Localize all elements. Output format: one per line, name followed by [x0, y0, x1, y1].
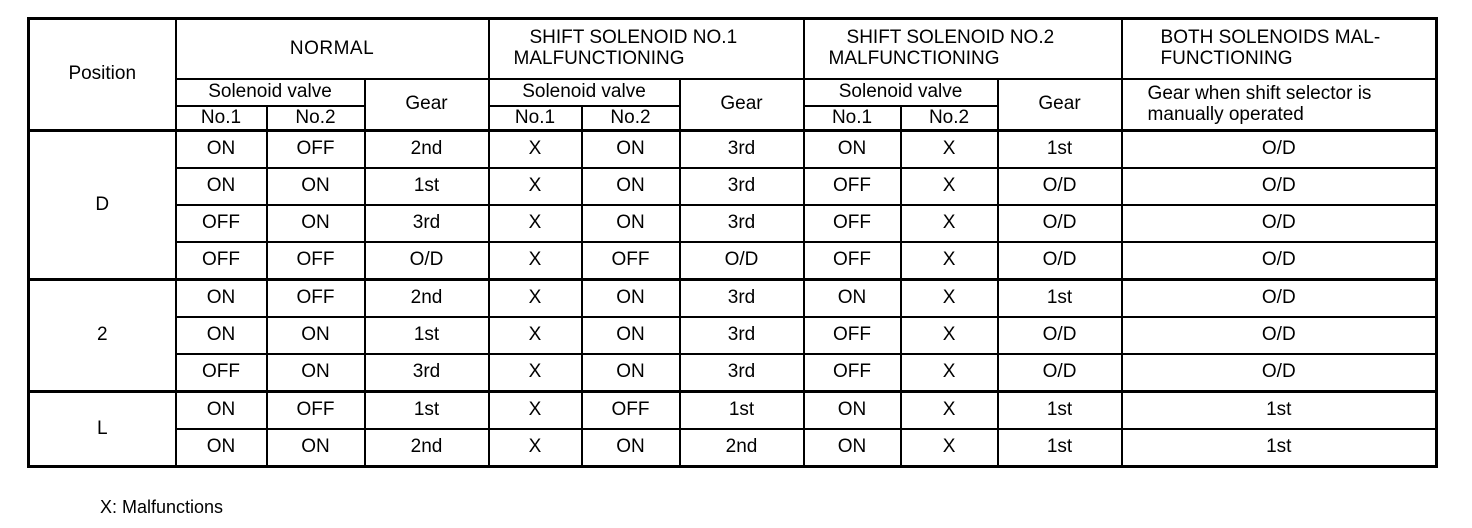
table-body — [29, 131, 1437, 467]
table-wrapper — [27, 17, 1438, 468]
sol2-gear-cell: O/D — [998, 317, 1122, 354]
sol1-gear-cell: 3rd — [680, 205, 804, 242]
sol1-gear-cell: 3rd — [680, 317, 804, 354]
normal-gear-cell: 1st — [365, 392, 489, 430]
normal-no2-cell: ON — [267, 168, 365, 205]
solenoid2-header-line1: SHIFT SOLENOID NO.2 — [846, 27, 1055, 49]
sol2-gear-cell: O/D — [998, 168, 1122, 205]
table-row — [29, 131, 1437, 169]
sol2-no1-cell: OFF — [804, 205, 901, 242]
sol2-no1-header: No.1 — [804, 106, 901, 131]
sol1-gear-cell: 3rd — [680, 131, 804, 169]
both-malfunction-header — [1122, 19, 1437, 80]
sol2-gear-cell: O/D — [998, 205, 1122, 242]
solenoid2-header-line2: MALFUNCTIONING — [828, 48, 1000, 69]
normal-gear-cell: 3rd — [365, 205, 489, 242]
sol2-no1-cell: ON — [804, 392, 901, 430]
sol2-gear-header: Gear — [998, 79, 1122, 131]
sol1-no2-cell: ON — [582, 317, 680, 354]
normal-no1-cell: ON — [176, 131, 267, 169]
sol1-no1-cell: X — [489, 392, 582, 430]
sol1-gear-cell: 2nd — [680, 429, 804, 467]
sol2-no2-cell: X — [901, 429, 998, 467]
normal-no2-cell: ON — [267, 429, 365, 467]
sol1-no1-cell: X — [489, 131, 582, 169]
sol2-no1-cell: OFF — [804, 317, 901, 354]
sol2-no2-cell: X — [901, 354, 998, 392]
sol2-gear-cell: 1st — [998, 131, 1122, 169]
normal-no2-cell: OFF — [267, 280, 365, 318]
normal-no1-cell: OFF — [176, 242, 267, 280]
manual-gear-cell: O/D — [1122, 317, 1437, 354]
sol1-no2-cell: ON — [582, 429, 680, 467]
sol1-no1-cell: X — [489, 429, 582, 467]
normal-no1-cell: OFF — [176, 205, 267, 242]
sol1-gear-header: Gear — [680, 79, 804, 131]
sol1-no1-header: No.1 — [489, 106, 582, 131]
position-cell: 2 — [29, 280, 176, 392]
normal-no2-cell: OFF — [267, 392, 365, 430]
both-header-line2: FUNCTIONING — [1160, 48, 1293, 69]
position-header: Position — [29, 19, 176, 131]
footnote: X: Malfunctions — [100, 497, 224, 517]
solenoid-malfunction-table — [27, 17, 1438, 468]
normal-gear-cell: 2nd — [365, 280, 489, 318]
manual-gear-cell: O/D — [1122, 168, 1437, 205]
sol2-no2-cell: X — [901, 392, 998, 430]
sol1-no2-cell: ON — [582, 168, 680, 205]
sol1-no1-cell: X — [489, 354, 582, 392]
normal-solenoid-valve-header: Solenoid valve — [176, 79, 365, 106]
sol1-gear-cell: 1st — [680, 392, 804, 430]
normal-gear-cell: O/D — [365, 242, 489, 280]
position-cell: L — [29, 392, 176, 467]
normal-no2-cell: OFF — [267, 242, 365, 280]
manual-gear-cell: 1st — [1122, 392, 1437, 430]
normal-no1-header: No.1 — [176, 106, 267, 131]
sol2-no1-cell: OFF — [804, 354, 901, 392]
sol2-no1-cell: OFF — [804, 242, 901, 280]
sol2-no2-cell: X — [901, 242, 998, 280]
sol1-no2-cell: ON — [582, 131, 680, 169]
normal-no1-cell: ON — [176, 317, 267, 354]
sol1-no2-cell: ON — [582, 354, 680, 392]
both-header-line1: BOTH SOLENOIDS MAL- — [1160, 27, 1381, 49]
table-row — [29, 392, 1437, 430]
sol2-solenoid-valve-header: Solenoid valve — [804, 79, 998, 106]
solenoid1-malfunction-header — [489, 19, 804, 80]
sol2-gear-cell: 1st — [998, 392, 1122, 430]
sol1-no2-cell: OFF — [582, 392, 680, 430]
sol1-gear-cell: O/D — [680, 242, 804, 280]
sol2-gear-cell: 1st — [998, 429, 1122, 467]
sol1-no2-cell: ON — [582, 280, 680, 318]
normal-header: NORMAL — [176, 19, 489, 80]
sol2-no2-cell: X — [901, 205, 998, 242]
sol1-no1-cell: X — [489, 317, 582, 354]
normal-no2-cell: ON — [267, 354, 365, 392]
manual-gear-header — [1122, 79, 1437, 131]
solenoid2-malfunction-header — [804, 19, 1122, 80]
manual-gear-cell: O/D — [1122, 205, 1437, 242]
manual-gear-cell: O/D — [1122, 280, 1437, 318]
normal-gear-header: Gear — [365, 79, 489, 131]
normal-gear-cell: 1st — [365, 317, 489, 354]
sol1-gear-cell: 3rd — [680, 168, 804, 205]
normal-no1-cell: ON — [176, 280, 267, 318]
sol1-no1-cell: X — [489, 242, 582, 280]
normal-gear-cell: 3rd — [365, 354, 489, 392]
sol2-gear-cell: 1st — [998, 280, 1122, 318]
table-row — [29, 317, 1437, 354]
table-row — [29, 354, 1437, 392]
sol2-no1-cell: OFF — [804, 168, 901, 205]
position-cell: D — [29, 131, 176, 280]
solenoid1-header-line1: SHIFT SOLENOID NO.1 — [529, 27, 738, 49]
sol2-gear-cell: O/D — [998, 354, 1122, 392]
sol1-no1-cell: X — [489, 168, 582, 205]
normal-no2-cell: ON — [267, 317, 365, 354]
normal-gear-cell: 2nd — [365, 429, 489, 467]
sol2-gear-cell: O/D — [998, 242, 1122, 280]
sol1-no1-cell: X — [489, 205, 582, 242]
table-row — [29, 205, 1437, 242]
normal-gear-cell: 2nd — [365, 131, 489, 169]
sol2-no2-cell: X — [901, 280, 998, 318]
normal-no1-cell: ON — [176, 392, 267, 430]
sol2-no2-cell: X — [901, 317, 998, 354]
normal-no1-cell: ON — [176, 429, 267, 467]
sol1-no2-cell: OFF — [582, 242, 680, 280]
manual-gear-cell: O/D — [1122, 242, 1437, 280]
table-row — [29, 280, 1437, 318]
normal-no2-header: No.2 — [267, 106, 365, 131]
table-row — [29, 168, 1437, 205]
sol1-solenoid-valve-header: Solenoid valve — [489, 79, 680, 106]
normal-no2-cell: OFF — [267, 131, 365, 169]
manual-header-line1: Gear when shift selector is — [1147, 82, 1372, 104]
table-row — [29, 429, 1437, 467]
sol2-no1-cell: ON — [804, 429, 901, 467]
sol1-no1-cell: X — [489, 280, 582, 318]
manual-gear-cell: O/D — [1122, 354, 1437, 392]
sol2-no1-cell: ON — [804, 280, 901, 318]
normal-no2-cell: ON — [267, 205, 365, 242]
normal-no1-cell: ON — [176, 168, 267, 205]
sol2-no2-header: No.2 — [901, 106, 998, 131]
sol1-no2-header: No.2 — [582, 106, 680, 131]
normal-gear-cell: 1st — [365, 168, 489, 205]
sol2-no1-cell: ON — [804, 131, 901, 169]
sol2-no2-cell: X — [901, 131, 998, 169]
normal-no1-cell: OFF — [176, 354, 267, 392]
sol1-no2-cell: ON — [582, 205, 680, 242]
sol1-gear-cell: 3rd — [680, 280, 804, 318]
manual-header-line2: manually operated — [1147, 103, 1304, 125]
manual-gear-cell: O/D — [1122, 131, 1437, 169]
manual-gear-cell: 1st — [1122, 429, 1437, 467]
table-row — [29, 242, 1437, 280]
solenoid1-header-line2: MALFUNCTIONING — [513, 48, 685, 69]
sol1-gear-cell: 3rd — [680, 354, 804, 392]
sol2-no2-cell: X — [901, 168, 998, 205]
